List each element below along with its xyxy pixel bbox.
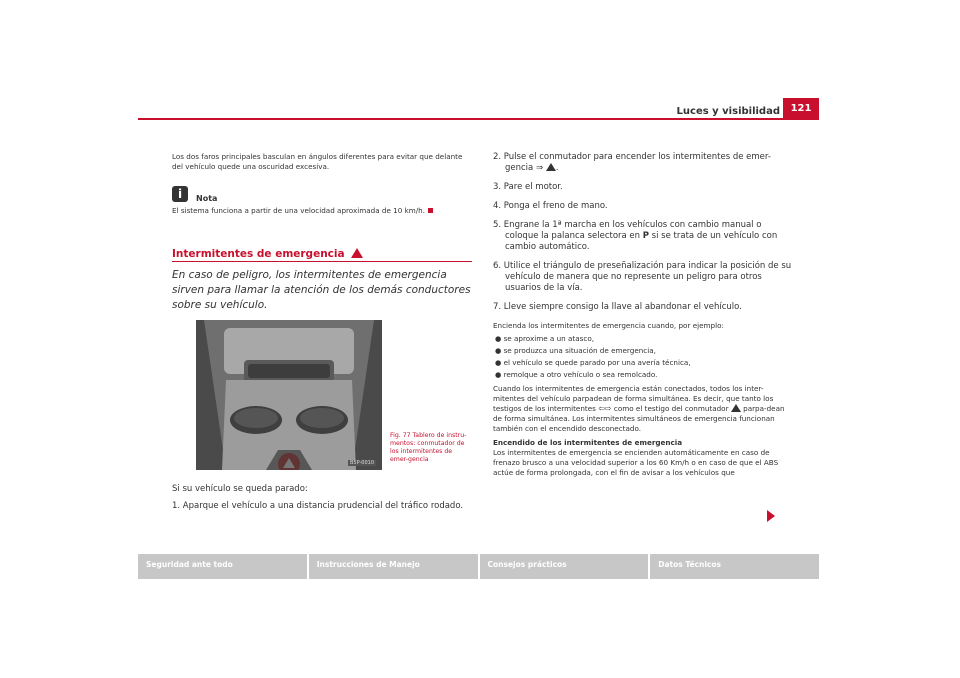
para1-a: Cuando los intermitentes de emergencia están conectados, todos los inter-mitentes del vehículo parpadean de forma simultánea. Es decir, que tanto los testigos de los intermitentes bbox=[493, 384, 774, 413]
step-5-gear-p: P bbox=[642, 231, 649, 241]
note-text: El sistema funciona a partir de una velocidad aproximada de 10 km/h. bbox=[172, 206, 426, 215]
step-3: 3. Pare el motor. bbox=[493, 182, 563, 192]
right-column bbox=[493, 152, 793, 478]
warning-triangle-icon bbox=[546, 163, 556, 171]
dashboard-figure bbox=[196, 320, 382, 470]
note-title: Nota bbox=[196, 194, 218, 203]
list-item: ● se produzca una situación de emergencia, bbox=[495, 346, 656, 355]
section-title-text: Intermitentes de emergencia bbox=[172, 248, 345, 260]
turn-signal-arrows-icon: ⇦⇨ bbox=[598, 404, 612, 413]
tab-instrucciones[interactable]: Instrucciones de Manejo bbox=[309, 554, 478, 579]
list-item: ● remolque a otro vehículo o sea remolcado. bbox=[495, 370, 658, 379]
left-column-lower bbox=[172, 484, 472, 520]
step-5-text-a: 5. Engrane la 1ª marcha en los vehículos con cambio manual o coloque la palanca selectora en bbox=[493, 220, 762, 241]
subsection-title: Encendido de los intermitentes de emergencia bbox=[493, 438, 683, 447]
stop-icon bbox=[428, 208, 433, 213]
bullet-text: el vehículo se quede parado por una avería técnica, bbox=[503, 358, 691, 367]
tab-consejos[interactable]: Consejos prácticos bbox=[480, 554, 649, 579]
header-rule bbox=[138, 118, 819, 120]
continue-arrow-icon[interactable] bbox=[767, 510, 775, 522]
step-5-text-c: si se trata de un vehículo con cambio automático. bbox=[505, 231, 778, 252]
section-intro: En caso de peligro, los intermitentes de emergencia sirven para llamar la atención de los demás conductores sobre su vehículo. bbox=[172, 269, 471, 311]
console-illustration bbox=[196, 320, 382, 470]
note-block bbox=[172, 186, 472, 216]
warning-triangle-icon bbox=[351, 248, 363, 258]
paragraph-headlights: Los dos faros principales basculan en ángulos diferentes para evitar que delante del vehículo quede una oscuridad excesiva. bbox=[172, 152, 463, 171]
step-6: 6. Utilice el triángulo de preseñalización para indicar la posición de su vehículo de manera que no represente un peligro para otros usuarios de la vía. bbox=[493, 261, 792, 293]
bullet-text: remolque a otro vehículo o sea remolcado. bbox=[503, 370, 658, 379]
left-column-top bbox=[172, 152, 472, 216]
section-title bbox=[172, 248, 363, 260]
bullet-text: se produzca una situación de emergencia, bbox=[503, 346, 656, 355]
paragraph-simultaneous bbox=[493, 384, 793, 434]
page-header-title: Luces y visibilidad bbox=[676, 106, 780, 117]
para1-b: como el testigo del conmutador bbox=[613, 404, 729, 413]
section-rule bbox=[172, 261, 472, 262]
list-item: ● el vehículo se quede parado por una avería técnica, bbox=[495, 358, 691, 367]
examples-block bbox=[493, 321, 793, 478]
tab-seguridad[interactable]: Seguridad ante todo bbox=[138, 554, 307, 579]
para1-c: parpa-dean de forma simultánea. Los intermitentes simultáneos de emergencia funcionan también con el encendido desconectado. bbox=[493, 404, 785, 433]
footer-nav bbox=[138, 554, 819, 579]
warning-triangle-icon bbox=[731, 404, 741, 412]
paragraph-automatic: Los intermitentes de emergencia se encienden automáticamente en caso de frenazo brusco a una velocidad superior a los 60 Km/h o en caso de que el ABS actúe de forma prolongada, con el fin de avisar a los vehículos que bbox=[493, 448, 779, 477]
step-2-text: 2. Pulse el conmutador para encender los intermitentes de emer-gencia ⇒ bbox=[493, 152, 771, 173]
bullet-text: se aproxime a un atasco, bbox=[503, 334, 595, 343]
step-2: 2. Pulse el conmutador para encender los intermitentes de emer-gencia ⇒ . bbox=[493, 152, 771, 173]
lower-intro: Si su vehículo se queda parado: bbox=[172, 484, 308, 494]
figure-code: B5P-0010 bbox=[349, 460, 374, 466]
tab-datos-tecnicos[interactable]: Datos Técnicos bbox=[650, 554, 819, 579]
step-1: 1. Aparque el vehículo a una distancia prudencial del tráfico rodado. bbox=[172, 501, 464, 511]
examples-intro: Encienda los intermitentes de emergencia cuando, por ejemplo: bbox=[493, 321, 724, 330]
note-icon: i bbox=[172, 186, 188, 202]
list-item: ● se aproxime a un atasco, bbox=[495, 334, 595, 343]
step-5 bbox=[493, 220, 793, 253]
figure-caption: Fig. 77 Tablero de instru-mentos: conmutador de los intermitentes de emer-gencia bbox=[390, 432, 467, 463]
page-number: 121 bbox=[783, 98, 819, 118]
step-4: 4. Ponga el freno de mano. bbox=[493, 201, 608, 211]
step-7: 7. Lleve siempre consigo la llave al abandonar el vehículo. bbox=[493, 302, 742, 312]
